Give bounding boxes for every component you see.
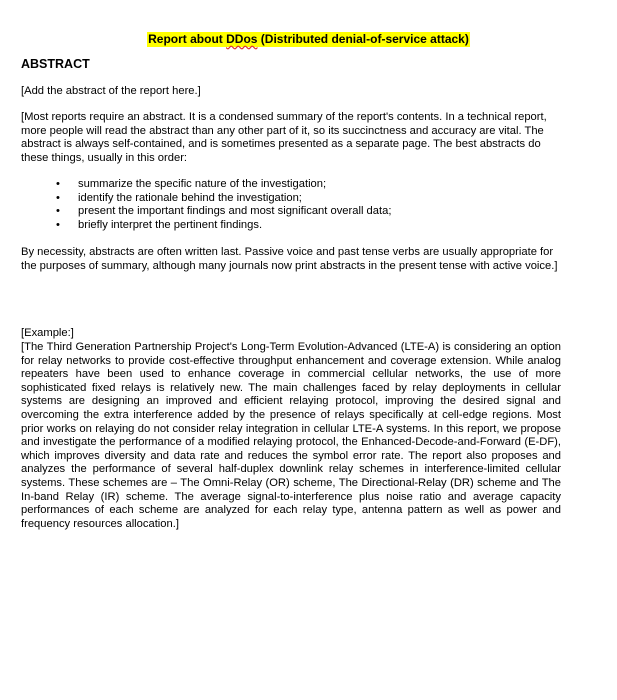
list-item: • identify the rationale behind the investigation;	[56, 192, 391, 206]
example-paragraph: [The Third Generation Partnership Project's Long-Term Evolution-Advanced (LTE-A) is considering an option for relay networks to provide cost-effective throughput enhancement and coverage extension. While analog repeaters have been used to enhance coverage in commercial cellular networks, the use of more sophisticated fixed relays is relatively new. The main challenges faced by relay deployments in cellular systems are designing an improved and efficient relaying protocol, improving the desired signal and overcoming the extra interference added by the presence of relays specifically at cell-edge regions. Most prior works on relaying do not consider relay integration in cellular LTE-A systems. In this report, we propose and investigate the performance of a modified relaying protocol, the Enhanced-Decode-and-Forward (E-DF), which improves diversity and data rate and reduces the symbol error rate. The report also proposes and analyzes the performance of several half-duplex downlink relay schemes in interference-limited cellular systems. These schemes are – The Omni-Relay (OR) scheme, The Directional-Relay (DR) scheme and The In-band Relay (IR) scheme. The average signal-to-interference plus noise ratio and average capacity performances of each scheme are analyzed for each relay type, antenna pattern as well as power and frequency resources allocation.]	[21, 341, 561, 530]
abstract-placeholder: [Add the abstract of the report here.]	[21, 85, 201, 97]
title-suffix: (Distributed denial-of-service attack)	[257, 32, 469, 46]
title-ddos-word: DDos	[226, 32, 258, 46]
list-item: • briefly interpret the pertinent findings.	[56, 219, 391, 233]
abstract-bullet-list	[56, 178, 391, 232]
abstract-closing-paragraph: By necessity, abstracts are often written last. Passive voice and past tense verbs are usually appropriate for the purposes of summary, although many journals now print abstracts in the present tense with active voice.]	[21, 246, 558, 272]
abstract-intro-paragraph: [Most reports require an abstract. It is a condensed summary of the report's contents. In a technical report, more people will read the abstract than any other part of it, so its succinctness and accuracy are vital. The abstract is always self-contained, and is sometimes presented as a separate page. The best abstracts do these things, usually in this order:	[21, 111, 547, 164]
example-label: [Example:]	[21, 327, 74, 339]
title-container	[0, 30, 617, 48]
abstract-heading: ABSTRACT	[21, 57, 90, 71]
list-item: • present the important findings and most significant overall data;	[56, 205, 391, 219]
report-title	[147, 32, 470, 47]
list-item: • summarize the specific nature of the investigation;	[56, 178, 391, 192]
title-prefix: Report about	[148, 32, 227, 46]
